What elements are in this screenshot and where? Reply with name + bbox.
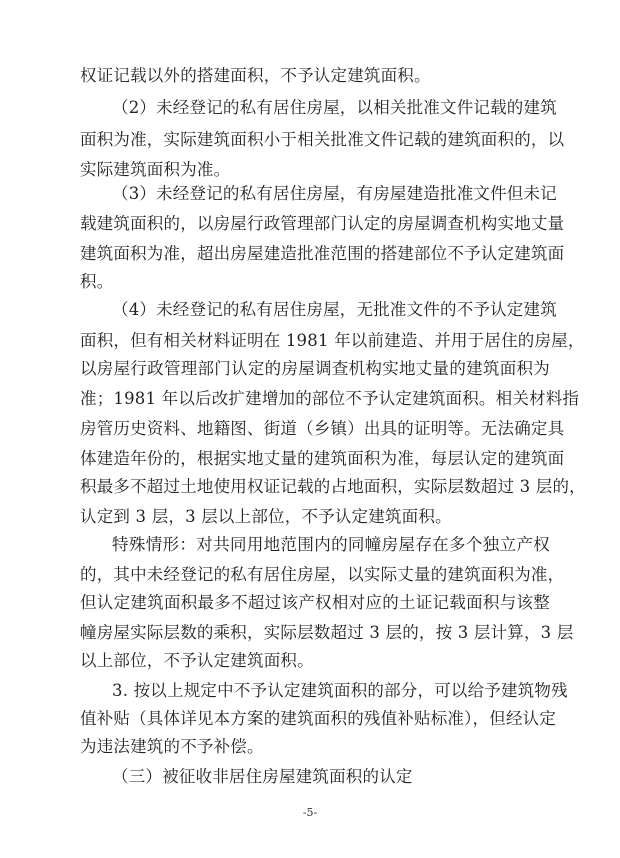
- text-line: （4）未经登记的私有居住房屋，无批准文件的不予认定建筑: [112, 300, 557, 319]
- page-number: -5-: [302, 806, 318, 819]
- text-line: 积。: [80, 272, 114, 291]
- text-line: 以上部位，不予认定建筑面积。: [80, 651, 314, 670]
- text-line: 体建造年份的，根据实地丈量的建筑面积为准，每层认定的建筑面: [80, 449, 565, 468]
- text-line: 准；1981 年以后改扩建增加的部位不予认定建筑面积。相关材料指: [80, 389, 580, 408]
- text-line: （2）未经登记的私有居住房屋，以相关批准文件记载的建筑: [112, 98, 557, 117]
- text-line: 面积，但有相关材料证明在 1981 年以前建造、并用于居住的房屋，: [80, 331, 585, 350]
- section-heading: （三）被征收非居住房屋建筑面积的认定: [112, 767, 413, 786]
- text-line: 幢房屋实际层数的乘积，实际层数超过 3 层的，按 3 层计算，3 层: [80, 623, 574, 642]
- text-line: 为违法建筑的不予补偿。: [80, 737, 264, 756]
- text-line: 但认定建筑面积最多不超过该产权相对应的土证记载面积与该整: [80, 593, 550, 612]
- text-line: 值补贴（具体详见本方案的建筑面积的残值补贴标准），但经认定: [80, 709, 557, 728]
- text-line: （3）未经登记的私有居住房屋，有房屋建造批准文件但未记: [112, 184, 557, 203]
- text-line: 认定到 3 层，3 层以上部位，不予认定建筑面积。: [80, 507, 452, 526]
- text-line: 权证记载以外的搭建面积，不予认定建筑面积。: [80, 66, 431, 85]
- text-line: 的，其中未经登记的私有居住房屋，以实际丈量的建筑面积为准，: [80, 565, 565, 584]
- text-line: 面积为准，实际建筑面积小于相关批准文件记载的建筑面积的，以: [80, 130, 565, 149]
- text-line: 特殊情形：对共同用地范围内的同幢房屋存在多个独立产权: [112, 535, 550, 554]
- text-line: 以房屋行政管理部门认定的房屋调查机构实地丈量的建筑面积为: [80, 359, 550, 378]
- text-line: 建筑面积为准，超出房屋建造批准范围的搭建部位不予认定建筑面: [80, 244, 565, 263]
- text-line: 载建筑面积的，以房屋行政管理部门认定的房屋调查机构实地丈量: [80, 214, 565, 233]
- text-line: 房管历史资料、地籍图、街道（乡镇）出具的证明等。无法确定具: [80, 419, 565, 438]
- text-line: 实际建筑面积为准。: [80, 160, 231, 179]
- text-line: 3. 按以上规定中不予认定建筑面积的部分，可以给予建筑物残: [112, 681, 568, 700]
- text-line: 积最多不超过土地使用权证记载的占地面积，实际层数超过 3 层的，: [80, 477, 586, 496]
